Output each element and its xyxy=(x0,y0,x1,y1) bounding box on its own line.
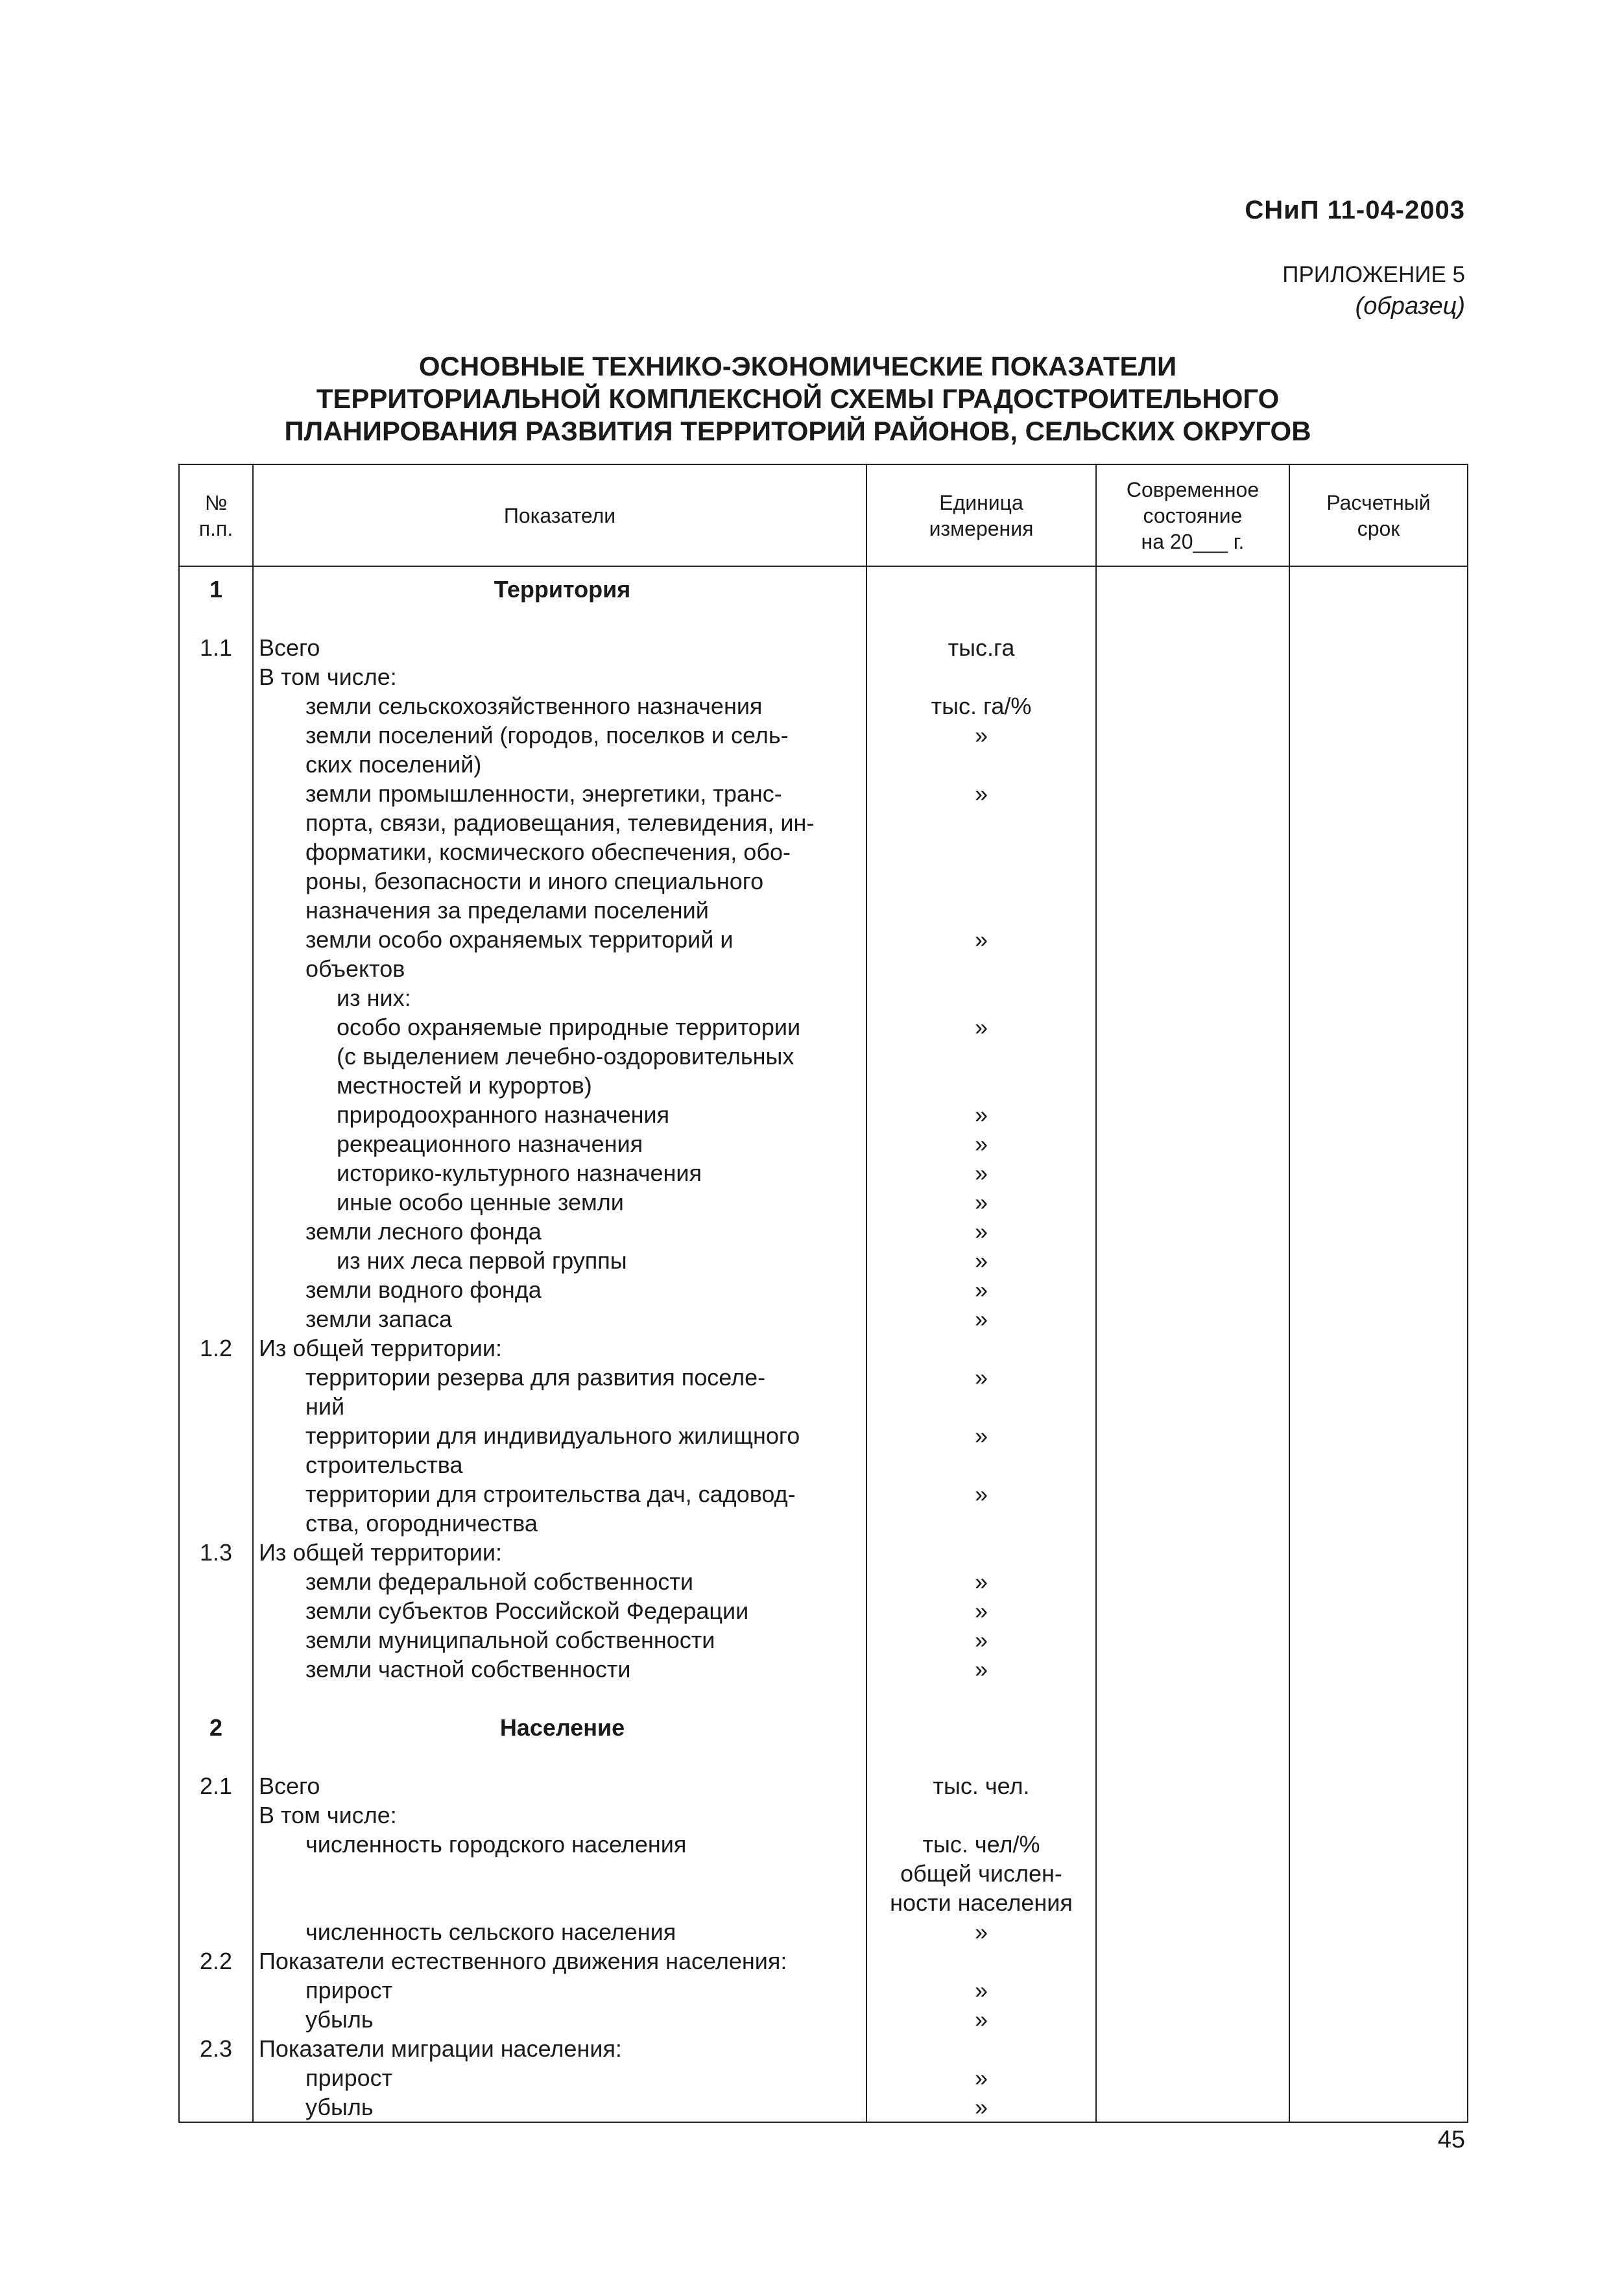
unit-value: » xyxy=(974,1306,988,1332)
unit-value xyxy=(867,1042,1095,1071)
unit-value: » xyxy=(974,1218,988,1245)
appendix-number: ПРИЛОЖЕНИЕ 5 xyxy=(1282,262,1465,287)
indicator-text: Показатели миграции населения: xyxy=(259,2035,622,2062)
indicator-text: Из общей территории: xyxy=(259,1539,502,1566)
indicator-text: земли особо охраняемых территорий и xyxy=(305,926,734,953)
header-target xyxy=(1289,464,1468,566)
unit-value xyxy=(867,604,1095,633)
indicator-text: назначения за пределами поселений xyxy=(305,897,709,924)
unit-value xyxy=(867,2034,1095,2063)
row-number xyxy=(180,1742,252,1771)
table-header-row xyxy=(179,464,1468,566)
indicators-column xyxy=(253,566,866,2122)
indicator-text: строительства xyxy=(305,1452,463,1478)
unit-value xyxy=(867,575,1095,604)
unit-value: » xyxy=(974,722,988,748)
row-number xyxy=(180,1830,252,1859)
unit-value: » xyxy=(974,1919,988,1945)
indicator-text: роны, безопасности и иного специального xyxy=(305,868,764,894)
indicator-text: территории для строительства дач, садовод- xyxy=(305,1481,796,1507)
unit-value: » xyxy=(974,1977,988,2004)
row-number xyxy=(180,750,252,779)
unit-value: » xyxy=(974,1189,988,1215)
unit-value: » xyxy=(974,1131,988,1157)
row-number xyxy=(180,1450,252,1479)
indicator-text: Всего xyxy=(259,634,320,661)
indicator-text: прирост xyxy=(305,2064,393,2091)
row-number xyxy=(180,1655,252,1684)
row-number xyxy=(180,691,252,721)
row-number xyxy=(180,1100,252,1129)
number-column xyxy=(179,566,253,2122)
row-number xyxy=(180,1217,252,1246)
indicator-text: Показатели естественного движения населения: xyxy=(259,1948,787,1974)
row-number xyxy=(180,1917,252,1946)
unit-value xyxy=(867,954,1095,983)
unit-value: » xyxy=(974,1276,988,1303)
row-number xyxy=(180,1567,252,1596)
row-number: 2 xyxy=(209,1714,223,1741)
indicator-text: убыль xyxy=(305,2094,374,2120)
row-number xyxy=(180,1129,252,1158)
page-number: 45 xyxy=(1437,2126,1465,2153)
row-number xyxy=(180,1246,252,1275)
row-number: 2.2 xyxy=(199,1948,233,1974)
page-title xyxy=(169,350,1427,448)
unit-value xyxy=(867,1450,1095,1479)
indicator-text: форматики, космического обеспечения, обо- xyxy=(305,839,791,865)
row-number xyxy=(180,1888,252,1917)
indicator-text: земли водного фонда xyxy=(305,1276,542,1303)
indicator-text: ний xyxy=(305,1393,345,1420)
unit-value: » xyxy=(974,780,988,807)
title-line-3: ПЛАНИРОВАНИЯ РАЗВИТИЯ ТЕРРИТОРИЙ РАЙОНОВ, СЕЛЬСКИХ ОКРУГОВ xyxy=(284,416,1311,446)
row-number: 2.1 xyxy=(199,1773,233,1799)
unit-value: » xyxy=(974,1160,988,1186)
indicator-text: (с выделением лечебно-оздоровительных xyxy=(337,1043,794,1070)
unit-value: тыс. чел. xyxy=(933,1773,1030,1799)
row-number: 2.3 xyxy=(199,2035,233,2062)
indicator-text xyxy=(259,604,866,633)
row-number xyxy=(180,721,252,750)
indicator-text: Всего xyxy=(259,1773,320,1799)
header-unit-line-1: Единица xyxy=(939,490,1023,514)
indicator-text: историко-культурного назначения xyxy=(337,1160,702,1186)
row-number xyxy=(180,779,252,808)
row-number xyxy=(180,2092,252,2122)
row-number xyxy=(180,2063,252,2092)
unit-value xyxy=(867,1684,1095,1713)
unit-value xyxy=(867,896,1095,925)
unit-value xyxy=(867,1509,1095,1538)
indicator-text: порта, связи, радиовещания, телевидения, ин- xyxy=(305,809,815,836)
unit-value xyxy=(867,1071,1095,1100)
indicator-text: местностей и курортов) xyxy=(337,1072,592,1099)
row-number xyxy=(180,1625,252,1655)
unit-value: » xyxy=(974,1568,988,1595)
indicator-text: иные особо ценные земли xyxy=(337,1189,624,1215)
row-number xyxy=(180,2005,252,2034)
indicator-text: земли лесного фонда xyxy=(305,1218,542,1245)
header-target-line-2: срок xyxy=(1357,516,1400,540)
row-number xyxy=(180,983,252,1012)
row-number xyxy=(180,837,252,867)
row-number xyxy=(180,1859,252,1888)
unit-value xyxy=(867,750,1095,779)
header-number-line-2: п.п. xyxy=(198,516,233,540)
header-number xyxy=(179,464,253,566)
indicator-text: из них леса первой группы xyxy=(337,1247,627,1274)
header-indicators-text: Показатели xyxy=(503,503,616,527)
row-number: 1.3 xyxy=(199,1539,233,1566)
indicator-text: земли промышленности, энергетики, транс- xyxy=(305,780,782,807)
header-target-line-1: Расчетный xyxy=(1326,490,1431,514)
header-unit xyxy=(866,464,1096,566)
indicator-text xyxy=(259,1742,866,1771)
unit-value xyxy=(867,983,1095,1012)
row-number xyxy=(180,1392,252,1421)
indicator-text: территории для индивидуального жилищного xyxy=(305,1422,800,1449)
unit-value: » xyxy=(974,1597,988,1624)
indicators-table xyxy=(178,464,1467,2120)
unit-column xyxy=(866,566,1096,2122)
unit-value: » xyxy=(974,1656,988,1682)
unit-value xyxy=(867,867,1095,896)
header-unit-line-2: измерения xyxy=(929,516,1034,540)
row-number xyxy=(180,1479,252,1509)
unit-value xyxy=(867,1334,1095,1363)
row-number xyxy=(180,1596,252,1625)
row-number xyxy=(180,1976,252,2005)
indicator-text: земли субъектов Российской Федерации xyxy=(305,1597,749,1624)
row-number xyxy=(180,1363,252,1392)
target-column xyxy=(1289,566,1468,2122)
indicator-text: Из общей территории: xyxy=(259,1335,502,1361)
row-number xyxy=(180,1421,252,1450)
indicator-text: убыль xyxy=(305,2006,374,2033)
indicator-text: земли поселений (городов, поселков и сель- xyxy=(305,722,789,748)
unit-value: тыс. чел/% xyxy=(922,1831,1040,1858)
section-title: Территория xyxy=(494,576,631,603)
section-title: Население xyxy=(499,1714,625,1741)
unit-value: » xyxy=(974,1627,988,1653)
row-number xyxy=(180,1042,252,1071)
unit-value: » xyxy=(974,1422,988,1449)
indicator-text: численность сельского населения xyxy=(305,1919,676,1945)
indicator-text: земли федеральной собственности xyxy=(305,1568,693,1595)
indicator-text: территории резерва для развития поселе- xyxy=(305,1364,766,1391)
unit-value: » xyxy=(974,926,988,953)
row-number xyxy=(180,1071,252,1100)
header-current-line-1: Современное xyxy=(1126,477,1260,501)
unit-value xyxy=(867,808,1095,837)
header-indicators xyxy=(253,464,866,566)
row-number xyxy=(180,1188,252,1217)
document-code: СНиП 11-04-2003 xyxy=(1245,196,1465,224)
unit-value xyxy=(867,1800,1095,1830)
indicator-text xyxy=(259,1684,866,1713)
unit-value: тыс. га/% xyxy=(931,693,1032,719)
unit-value: » xyxy=(974,2006,988,2033)
row-number xyxy=(180,925,252,954)
unit-value: » xyxy=(974,1014,988,1040)
row-number xyxy=(180,1509,252,1538)
unit-value: общей числен- xyxy=(900,1860,1062,1887)
indicator-text: ских поселений) xyxy=(305,751,482,778)
unit-value xyxy=(867,837,1095,867)
indicator-text: природоохранного назначения xyxy=(337,1101,670,1128)
indicator-text: объектов xyxy=(305,955,405,982)
row-number: 1.2 xyxy=(199,1335,233,1361)
header-current-line-3: на 20___ г. xyxy=(1141,529,1245,553)
unit-value xyxy=(867,1713,1095,1742)
row-number xyxy=(180,896,252,925)
row-number xyxy=(180,1012,252,1042)
indicator-text: численность городского населения xyxy=(305,1831,687,1858)
unit-value: » xyxy=(974,1247,988,1274)
indicator-text: прирост xyxy=(305,1977,393,2004)
indicator-text: земли сельскохозяйственного назначения xyxy=(305,693,763,719)
indicator-text xyxy=(259,1888,866,1917)
indicator-text: В том числе: xyxy=(259,1802,397,1828)
unit-value: тыс.га xyxy=(948,634,1015,661)
row-number xyxy=(180,662,252,691)
row-number xyxy=(180,954,252,983)
row-number xyxy=(180,867,252,896)
current-state-column xyxy=(1096,566,1289,2122)
header-current-line-2: состояние xyxy=(1143,503,1243,527)
unit-value: » xyxy=(974,2094,988,2120)
row-number xyxy=(180,604,252,633)
indicator-text: В том числе: xyxy=(259,664,397,690)
appendix-label xyxy=(1282,259,1465,322)
indicator-text: особо охраняемые природные территории xyxy=(337,1014,801,1040)
unit-value xyxy=(867,1392,1095,1421)
row-number xyxy=(180,1800,252,1830)
title-line-2: ТЕРРИТОРИАЛЬНОЙ КОМПЛЕКСНОЙ СХЕМЫ ГРАДОСТРОИТЕЛЬНОГО xyxy=(316,383,1280,414)
table-body-row xyxy=(179,566,1468,2122)
row-number xyxy=(180,808,252,837)
unit-value xyxy=(867,662,1095,691)
row-number xyxy=(180,1684,252,1713)
unit-value xyxy=(867,1538,1095,1567)
unit-value: » xyxy=(974,1364,988,1391)
title-line-1: ОСНОВНЫЕ ТЕХНИКО-ЭКОНОМИЧЕСКИЕ ПОКАЗАТЕЛИ xyxy=(418,351,1177,381)
row-number: 1.1 xyxy=(199,634,233,661)
indicator-text: из них: xyxy=(337,985,411,1011)
indicator-text: земли муниципальной собственности xyxy=(305,1627,715,1653)
header-number-line-1: № xyxy=(204,490,228,514)
unit-value: » xyxy=(974,2064,988,2091)
indicator-text: рекреационного назначения xyxy=(337,1131,643,1157)
indicator-text: ства, огородничества xyxy=(305,1510,538,1537)
row-number xyxy=(180,1304,252,1334)
indicator-text: земли запаса xyxy=(305,1306,453,1332)
appendix-note: (образец) xyxy=(1355,293,1465,320)
row-number: 1 xyxy=(209,576,223,603)
unit-value xyxy=(867,1946,1095,1976)
row-number xyxy=(180,1158,252,1188)
unit-value: ности населения xyxy=(890,1889,1073,1916)
row-number xyxy=(180,1275,252,1304)
header-current-state xyxy=(1096,464,1289,566)
indicator-text xyxy=(259,1859,866,1888)
unit-value: » xyxy=(974,1101,988,1128)
unit-value: » xyxy=(974,1481,988,1507)
unit-value xyxy=(867,1742,1095,1771)
indicator-text: земли частной собственности xyxy=(305,1656,631,1682)
